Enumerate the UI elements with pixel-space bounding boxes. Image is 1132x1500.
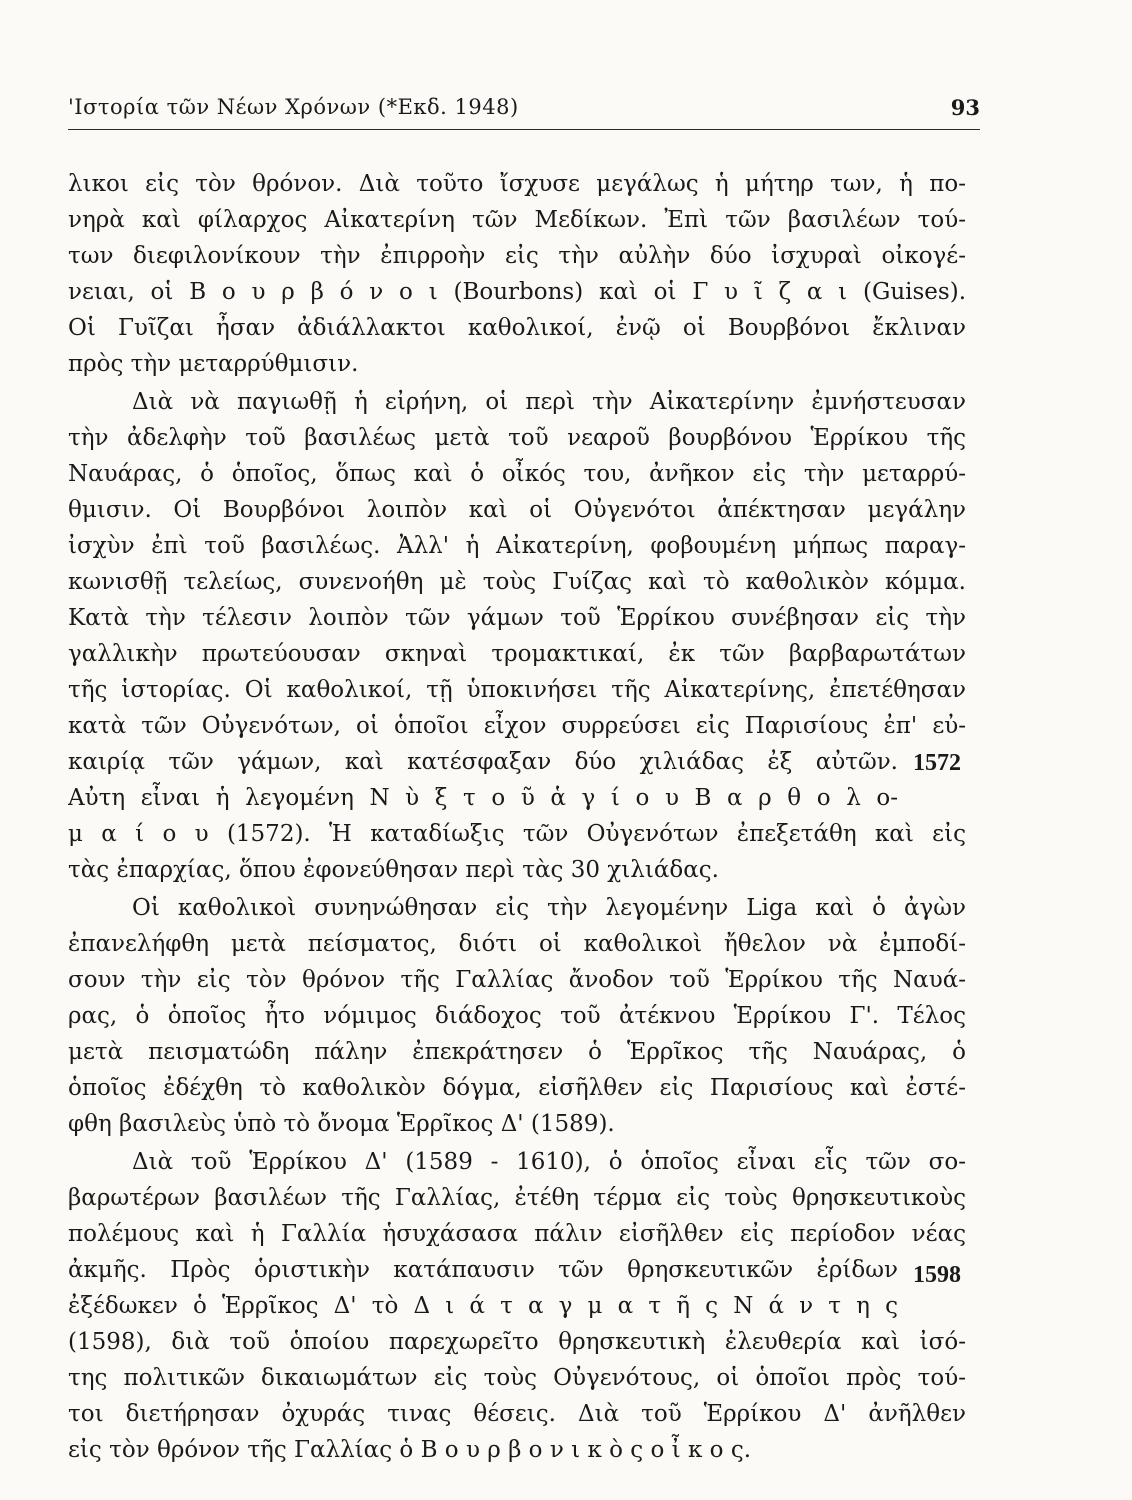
text-line: ἐπανελήφθη μετὰ πείσματος, διότι οἱ καθολικοὶ ἤθελον νὰ ἐμποδί-: [68, 931, 966, 957]
text-line: Διὰ τοῦ Ἑρρίκου Δ' (1589 - 1610), ὁ ὁποῖος εἶναι εἷς τῶν σο-: [132, 1149, 966, 1175]
text-line: Κατὰ τὴν τέλεσιν λοιπὸν τῶν γάμων τοῦ Ἑρρίκου συνέβησαν εἰς τὴν: [68, 605, 966, 631]
text-line: βαρωτέρων βασιλέων τῆς Γαλλίας, ἐτέθη τέρμα εἰς τοὺς θρησκευτικοὺς: [68, 1185, 966, 1211]
text-line: Οἱ Γυῖζαι ἦσαν ἀδιάλλακτοι καθολικοί, ἐνῷ οἱ Βουρβόνοι ἔκλιναν: [68, 315, 966, 341]
text-line: θμισιν. Οἱ Βουρβόνοι λοιπὸν καὶ οἱ Οὐγενότοι ἀπέκτησαν μεγάλην: [68, 497, 966, 523]
text-line: κατὰ τῶν Οὐγενότων, οἱ ὁποῖοι εἶχον συρρεύσει εἰς Παρισίους ἐπ' εὐ-: [68, 713, 966, 739]
text-line: νηρὰ καὶ φίλαρχος Αἰκατερίνη τῶν Μεδίκων. Ἐπὶ τῶν βασιλέων τού-: [68, 207, 966, 233]
text-line: φθη βασιλεὺς ὑπὸ τὸ ὄνομα Ἑρρῖκος Δ' (1589).: [68, 1111, 615, 1137]
running-header: [68, 95, 980, 130]
text-line: εἰς τὸν θρόνον τῆς Γαλλίας ὁ Β ο υ ρ β ο ν ι κ ὸ ς ο ἶ κ ο ς.: [68, 1437, 752, 1463]
text-line: πρὸς τὴν μεταρρύθμισιν.: [68, 351, 359, 377]
text-line: ὁποῖος ἐδέχθη τὸ καθολικὸν δόγμα, εἰσῆλθεν εἰς Παρισίους καὶ ἐστέ-: [68, 1075, 966, 1101]
text-line: τῆς ἱστορίας. Οἱ καθολικοί, τῇ ὑποκινήσει τῆς Αἰκατερίνης, ἐπετέθησαν: [68, 677, 966, 703]
text-line: λικοι εἰς τὸν θρόνον. Διὰ τοῦτο ἴσχυσε μεγάλως ἡ μήτηρ των, ἡ πο-: [68, 171, 966, 197]
text-line: κωνισθῇ τελείως, συνενοήθη μὲ τοὺς Γυίζας καὶ τὸ καθολικὸν κόμμα.: [68, 569, 966, 595]
text-line: Διὰ νὰ παγιωθῇ ἡ εἰρήνη, οἱ περὶ τὴν Αἰκατερίνην ἐμνήστευσαν: [132, 389, 966, 415]
text-line: τὰς ἐπαρχίας, ὅπου ἐφονεύθησαν περὶ τὰς 30 χιλιάδας.: [68, 857, 719, 883]
text-line: μ α ί ο υ (1572). Ἡ καταδίωξις τῶν Οὐγενότων ἐπεξετάθη καὶ εἰς: [68, 821, 966, 847]
margin-year-note: 1598: [913, 1262, 961, 1288]
text-line: πολέμους καὶ ἡ Γαλλία ἡσυχάσασα πάλιν εἰσῆλθεν εἰς περίοδον νέας: [68, 1221, 966, 1247]
text-line: Οἱ καθολικοὶ συνηνώθησαν εἰς τὴν λεγομένην Liga καὶ ὁ ἀγὼν: [132, 895, 966, 921]
text-line: γαλλικὴν πρωτεύουσαν σκηναὶ τρομακτικαί, ἐκ τῶν βαρβαρωτάτων: [68, 641, 966, 667]
page-number: 93: [950, 95, 980, 120]
text-line: Ναυάρας, ὁ ὁποῖος, ὅπως καὶ ὁ οἶκός του, ἀνῆκον εἰς τὴν μεταρρύ-: [68, 461, 966, 487]
running-title: 'Ιστορία τῶν Νέων Χρόνων (*Εκδ. 1948): [68, 95, 519, 119]
margin-year-note: 1572: [913, 750, 961, 776]
text-line: σουν τὴν εἰς τὸν θρόνον τῆς Γαλλίας ἄνοδον τοῦ Ἑρρίκου τῆς Ναυά-: [68, 967, 966, 993]
text-line: (1598), διὰ τοῦ ὁποίου παρεχωρεῖτο θρησκευτικὴ ἐλευθερία καὶ ἰσό-: [68, 1329, 966, 1355]
text-line: νειαι, οἱ Β ο υ ρ β ό ν ο ι (Bourbons) καὶ οἱ Γ υ ῖ ζ α ι (Guises).: [68, 279, 966, 305]
text-line: μετὰ πεισματώδη πάλην ἐπεκράτησεν ὁ Ἑρρῖκος τῆς Ναυάρας, ὁ: [68, 1039, 966, 1065]
text-line: τὴν ἀδελφὴν τοῦ βασιλέως μετὰ τοῦ νεαροῦ βουρβόνου Ἑρρίκου τῆς: [68, 425, 966, 451]
text-line: ἰσχὺν ἐπὶ τοῦ βασιλέως. Ἀλλ' ἡ Αἰκατερίνη, φοβουμένη μήπως παραγ-: [68, 533, 966, 559]
text-line: τοι διετήρησαν ὀχυράς τινας θέσεις. Διὰ τοῦ Ἑρρίκου Δ' ἀνῆλθεν: [68, 1401, 966, 1427]
text-line: Αὐτη εἶναι ἡ λεγομένη Ν ὺ ξ τ ο ῦ ἁ γ ί ο υ Β α ρ θ ο λ ο-: [68, 785, 898, 811]
text-line: των διεφιλονίκουν τὴν ἐπιρροὴν εἰς τὴν αὐλὴν δύο ἰσχυραὶ οἰκογέ-: [68, 243, 966, 269]
text-line: καιρίᾳ τῶν γάμων, καὶ κατέσφαξαν δύο χιλιάδας ἐξ αὐτῶν.: [68, 749, 898, 775]
text-line: ἐξέδωκεν ὁ Ἑρρῖκος Δ' τὸ Δ ι ά τ α γ μ α τ ῆ ς Ν ά ν τ η ς: [68, 1293, 898, 1319]
text-line: ἀκμῆς. Πρὸς ὁριστικὴν κατάπαυσιν τῶν θρησκευτικῶν ἐρίδων: [68, 1257, 898, 1283]
text-line: της πολιτικῶν δικαιωμάτων εἰς τοὺς Οὐγενότους, οἱ ὁποῖοι πρὸς τού-: [68, 1365, 966, 1391]
text-line: ρας, ὁ ὁποῖος ἦτο νόμιμος διάδοχος τοῦ ἀτέκνου Ἑρρίκου Γ'. Τέλος: [68, 1003, 966, 1029]
